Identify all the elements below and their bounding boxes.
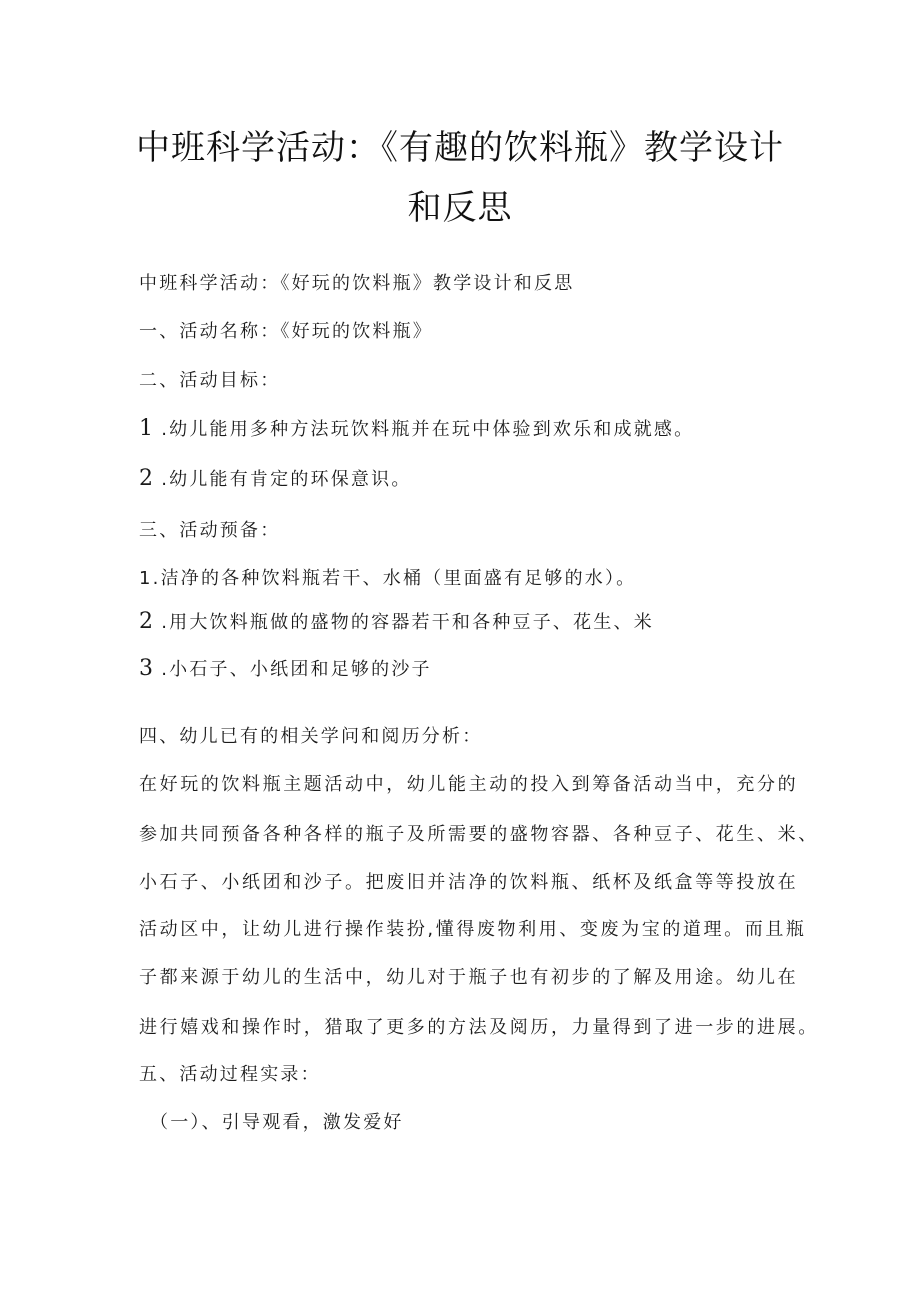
prep-3-number: 3: [139, 656, 156, 681]
document-title-line-1: 中班科学活动：《有趣的饮料瓶》教学设计: [136, 128, 784, 168]
goal-item-2: [139, 465, 412, 491]
section-process-record: 五、活动过程实录：: [139, 1064, 321, 1085]
document-subtitle: 中班科学活动：《好玩的饮料瓶》教学设计和反思: [139, 273, 575, 294]
section-activity-prep: 三、活动预备：: [139, 520, 281, 541]
prep-item-1: 1.洁净的各种饮料瓶若干、水桶（里面盛有足够的水）。: [139, 568, 637, 589]
section-activity-goals: 二、活动目标：: [139, 370, 281, 391]
prep-2-text: .用大饮料瓶做的盛物的容器若干和各种豆子、花生、米: [161, 612, 654, 633]
prep-item-3: [139, 655, 432, 681]
goal-1-text: .幼儿能用多种方法玩饮料瓶并在玩中体验到欢乐和成就感。: [161, 419, 695, 440]
goal-2-text: .幼儿能有肯定的环保意识。: [161, 469, 412, 490]
document-title-line-2: 和反思: [407, 188, 513, 228]
paragraph-line: 进行嬉戏和操作时，猎取了更多的方法及阅历，力量得到了进一步的进展。: [139, 1017, 819, 1038]
prep-3-text: .小石子、小纸团和足够的沙子: [161, 659, 432, 680]
section-prior-knowledge: 四、幼儿已有的相关学问和阅历分析：: [139, 726, 483, 747]
section-activity-name: 一、活动名称：《好玩的饮料瓶》: [139, 321, 433, 342]
paragraph-line: 参加共同预备各种各样的瓶子及所需要的盛物容器、各种豆子、花生、米、: [139, 824, 819, 845]
paragraph-line: 子都来源于幼儿的生活中，幼儿对于瓶子也有初步的了解及用途。幼儿在: [139, 967, 799, 988]
prep-item-2: [139, 608, 654, 634]
paragraph-line: 在好玩的饮料瓶主题活动中，幼儿能主动的投入到筹备活动当中，充分的: [139, 774, 799, 795]
process-step-1: （一）、引导观看，激发爱好: [150, 1112, 404, 1133]
goal-item-1: [139, 415, 694, 441]
goal-1-number: 1: [139, 416, 156, 441]
paragraph-line: 小石子、小纸团和沙子。把废旧并洁净的饮料瓶、纸杯及纸盒等等投放在: [139, 872, 799, 893]
goal-2-number: 2: [139, 466, 156, 491]
paragraph-line: 活动区中，让幼儿进行操作装扮,懂得废物利用、变废为宝的道理。而且瓶: [139, 919, 807, 940]
prep-2-number: 2: [139, 609, 156, 634]
